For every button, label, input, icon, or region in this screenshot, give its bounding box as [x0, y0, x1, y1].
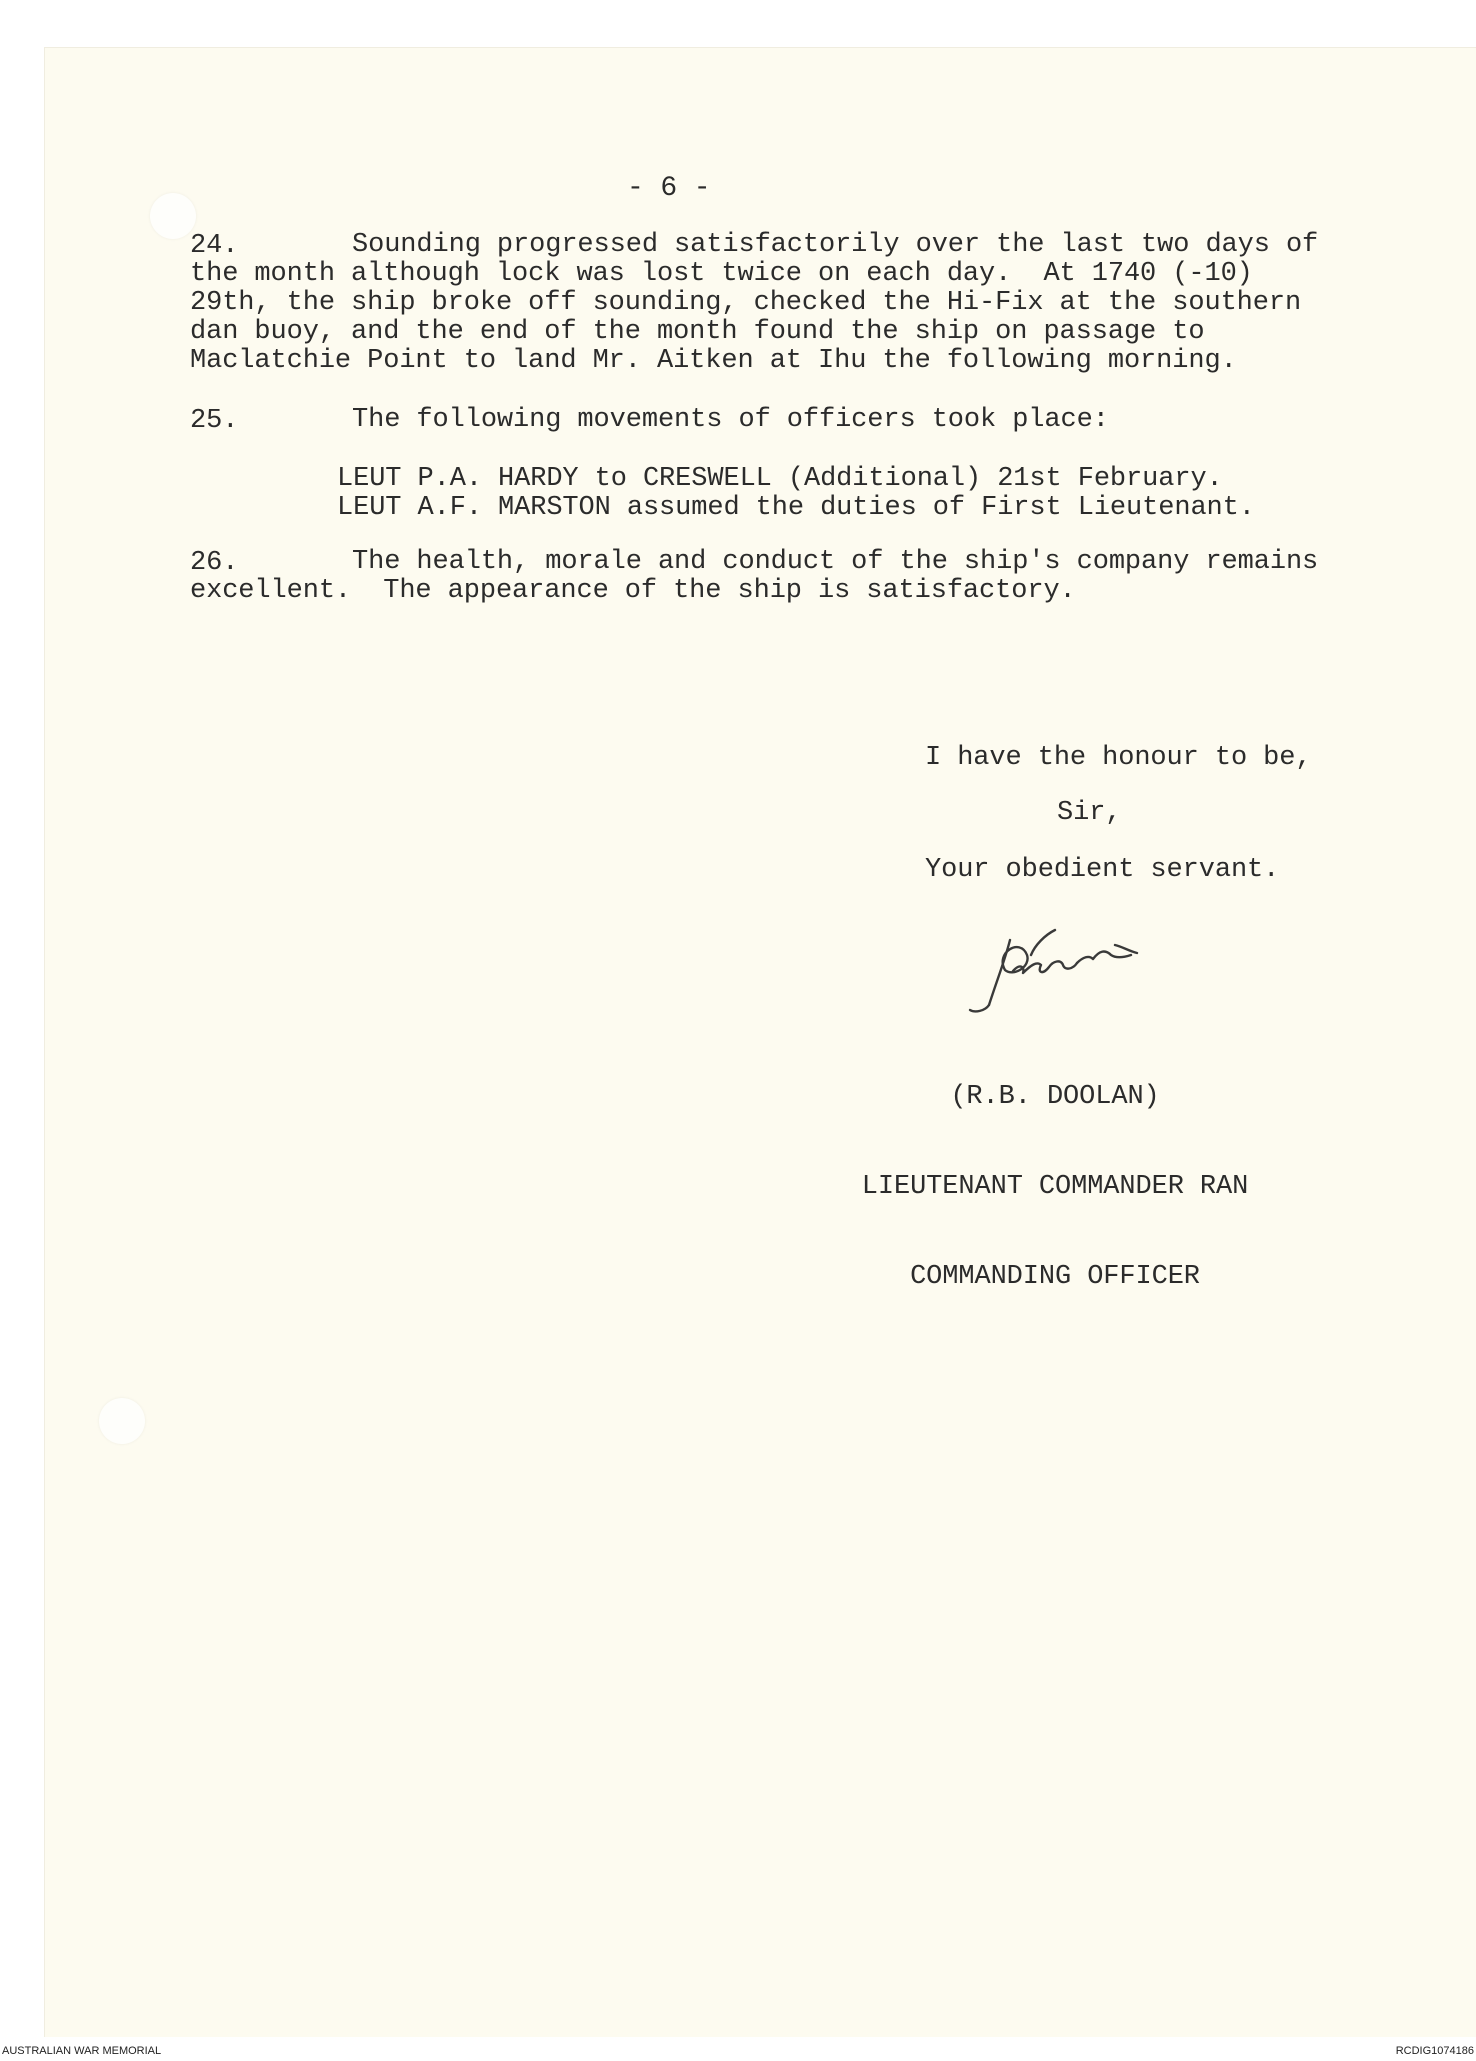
closing-line: I have the honour to be,: [925, 743, 1312, 773]
closing-line: Your obedient servant.: [925, 855, 1280, 885]
paragraph-text-line: The following movements of officers took place:: [352, 405, 1109, 435]
paragraph-text-line: The health, morale and conduct of the ship's company remains: [352, 547, 1319, 577]
paragraph-text-line: the month although lock was lost twice on each day. At 1740 (-10): [190, 259, 1253, 289]
archive-footer-right: RCDIG1074186: [1395, 2045, 1474, 2057]
paragraph-text-line: 29th, the ship broke off sounding, checked the Hi-Fix at the southern: [190, 288, 1302, 318]
list-item: LEUT P.A. HARDY to CRESWELL (Additional) 21st February.: [337, 464, 1223, 494]
paragraph-text-line: excellent. The appearance of the ship is satisfactory.: [190, 576, 1076, 606]
paragraph-text-line: Sounding progressed satisfactorily over the last two days of: [352, 230, 1319, 260]
paragraph-number: 25.: [190, 406, 239, 436]
punch-hole: [99, 1398, 145, 1444]
signatory-name: (R.B. DOOLAN): [950, 1082, 1160, 1112]
paragraph-text-line: Maclatchie Point to land Mr. Aitken at Ihu the following morning.: [190, 346, 1237, 376]
paragraph-number: 26.: [190, 548, 239, 578]
closing-salutation: Sir,: [1057, 798, 1122, 828]
signatory-role: COMMANDING OFFICER: [910, 1262, 1200, 1292]
signatory-rank: LIEUTENANT COMMANDER RAN: [861, 1172, 1249, 1202]
page-number: - 6 -: [627, 173, 711, 204]
archive-footer-left: AUSTRALIAN WAR MEMORIAL: [2, 2045, 162, 2057]
handwritten-signature: [965, 915, 1155, 1015]
list-item: LEUT A.F. MARSTON assumed the duties of First Lieutenant.: [337, 493, 1255, 523]
signature-block: [855, 1022, 1255, 1322]
paragraph-text-line: dan buoy, and the end of the month found the ship on passage to: [190, 317, 1205, 347]
paragraph-number: 24.: [190, 231, 239, 261]
